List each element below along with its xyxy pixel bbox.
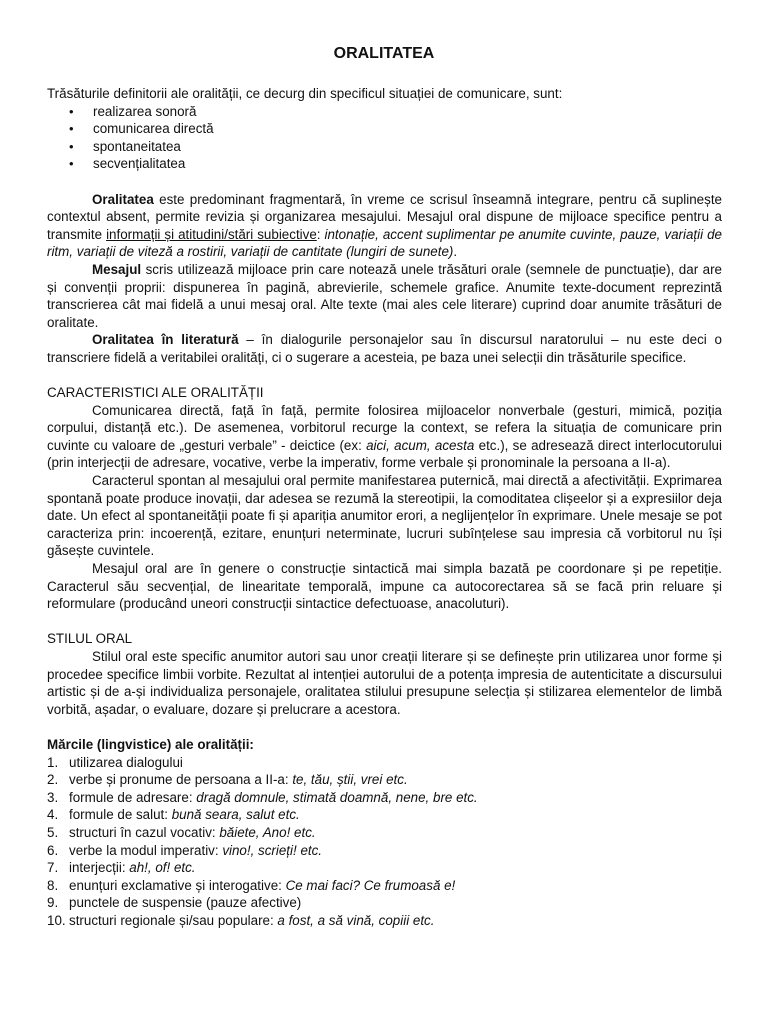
underlined-phrase: informații și atitudini/stări subiective bbox=[106, 226, 317, 242]
document-title: ORALITATEA bbox=[333, 45, 435, 62]
paragraph-caracterul-spontan: Caracterul spontan al mesajului oral permite manifestarea puternică, mai directă a afectivității. Exprimarea spontană poate produce inovații, dar adesea se rezumă la stereotipii, la comoditatea clișeelor și a expresiilor deja date. Un efect al spontaneității poate fi și apariția anumitor erori, a neglijențelor în exprimare. Unele mesaje se pot caracteriza prin: incoerență, ezitare, enunțuri neterminate, lucruri subînțelese sau impresia că vorbitorul nu își găsește cuvintele. bbox=[47, 473, 722, 559]
list-item: • secvențialitatea bbox=[47, 155, 722, 173]
list-item: 4. formule de salut: bună seara, salut etc. bbox=[47, 807, 300, 823]
bold-term: Oralitatea în literatură bbox=[92, 332, 239, 348]
section-heading-caracteristici: CARACTERISTICI ALE ORALITĂȚII bbox=[47, 385, 264, 401]
list-item: 1. utilizarea dialogului bbox=[47, 754, 183, 770]
list-item: 10. structuri regionale și/sau populare: a fost, a să vină, copiii etc. bbox=[47, 912, 435, 928]
list-item: 3. formule de adresare: dragă domnule, stimată doamnă, nene, bre etc. bbox=[47, 789, 478, 805]
list-item: 8. enunțuri exclamative și interogative: Ce mai faci? Ce frumoasă e! bbox=[47, 877, 456, 893]
list-item: • comunicarea directă bbox=[47, 120, 722, 138]
list-item: 6. verbe la modul imperativ: vino!, scrieți! etc. bbox=[47, 842, 323, 858]
paragraph-oralitatea-literatura: Oralitatea în literatură – în dialogurile personajelor sau în discursul naratorului – nu este deci o transcriere fidelă a veritabilei oralități, ci o sugerare a acesteia, pe baza unei selecții din trăsăturile specifice. bbox=[47, 332, 723, 365]
italic-phrase: aici, acum, acesta bbox=[366, 437, 475, 453]
list-item: • spontaneitatea bbox=[47, 138, 722, 156]
marks-list bbox=[47, 754, 722, 930]
document-body bbox=[47, 85, 722, 930]
list-item: 9. punctele de suspensie (pauze afective) bbox=[47, 895, 302, 911]
paragraph-mesajul: Mesajul scris utilizează mijloace prin care notează unele trăsături orale (semnele de punctuație), dar are și convenții proprii: dispunerea în pagină, abrevierile, schemele grafice. Anumite texte-document reprezintă transcrierea cât mai fidelă a unui mesaj oral. Alte texte (mai ales cele literare) cuprind doar anumite trăsături de oralitate. bbox=[47, 261, 722, 330]
features-list bbox=[47, 103, 722, 173]
paragraph-oralitatea: Oralitatea este predominant fragmentară, în vreme ce scrisul înseamnă integrare, pentru că suplinește contextul absent, permite revizia și organizarea mesajului. Mesajul oral dispune de mijloace specifice pentru a transmite informații și atitudini/stări subiective: intonație, accent suplimentar pe anumite cuvinte, pauze, variații de ritm, variații de viteză a rostirii, variații de cantitate (lungiri de sunete). bbox=[47, 191, 722, 260]
bold-term: Oralitatea bbox=[92, 191, 154, 207]
section-heading-stilul-oral: STILUL ORAL bbox=[47, 631, 133, 647]
paragraph-mesajul-oral: Mesajul oral are în genere o construcție sintactică mai simpla bazată pe coordonare și pe repetiție. Caracterul său secvențial, de linearitate temporală, impune ca autocorectarea să se facă prin reluare și reformulare (producând uneori construcții sintactice defectuoase, anacoluturi). bbox=[47, 561, 722, 612]
paragraph-comunicarea: Comunicarea directă, față în față, permite folosirea mijloacelor nonverbale (gesturi, mimică, poziția corpului, distanță etc.). De asemenea, vorbitorul recurge la context, se refera la situația de comunicare prin cuvinte cu valoare de „gesturi verbale” - deictice (ex: aici, acum, acesta etc.), se adresează direct interlocutorului (prin interjecții de adresare, vocative, verbe la imperativ, forme verbale și pronominale la persoana a II-a). bbox=[47, 402, 722, 471]
list-item: 2. verbe și pronume de persoana a II-a: te, tău, știi, vrei etc. bbox=[47, 772, 408, 788]
marks-heading: Mărcile (lingvistice) ale oralității: bbox=[47, 736, 254, 752]
paragraph-stilul-oral: Stilul oral este specific anumitor autori sau unor creații literare și se definește prin utilizarea unor forme și procedee specifice limbii vorbite. Rezultat al intenției autorului de a potența impresia de autenticitate a discursului artistic și de a-și individualiza personajele, oralitatea stilului presupune selecția și stilizarea elementelor de limbă vorbită, așadar, o evaluare, dozare și prelucrare a acestora. bbox=[47, 649, 722, 717]
bold-term: Mesajul bbox=[92, 261, 142, 277]
list-item: • realizarea sonoră bbox=[47, 103, 722, 121]
intro-paragraph: Trăsăturile definitorii ale oralității, ce decurg din specificul situației de comunicare, sunt: bbox=[47, 86, 563, 101]
list-item: 5. structuri în cazul vocativ: băiete, Ano! etc. bbox=[47, 824, 316, 840]
list-item: 7. interjecții: ah!, of! etc. bbox=[47, 860, 196, 876]
italic-phrase: intonație, accent suplimentar pe anumite cuvinte, pauze, variații de ritm, variații de viteză a rostirii, variații de cantitate (lungiri de sunete) bbox=[47, 226, 722, 260]
